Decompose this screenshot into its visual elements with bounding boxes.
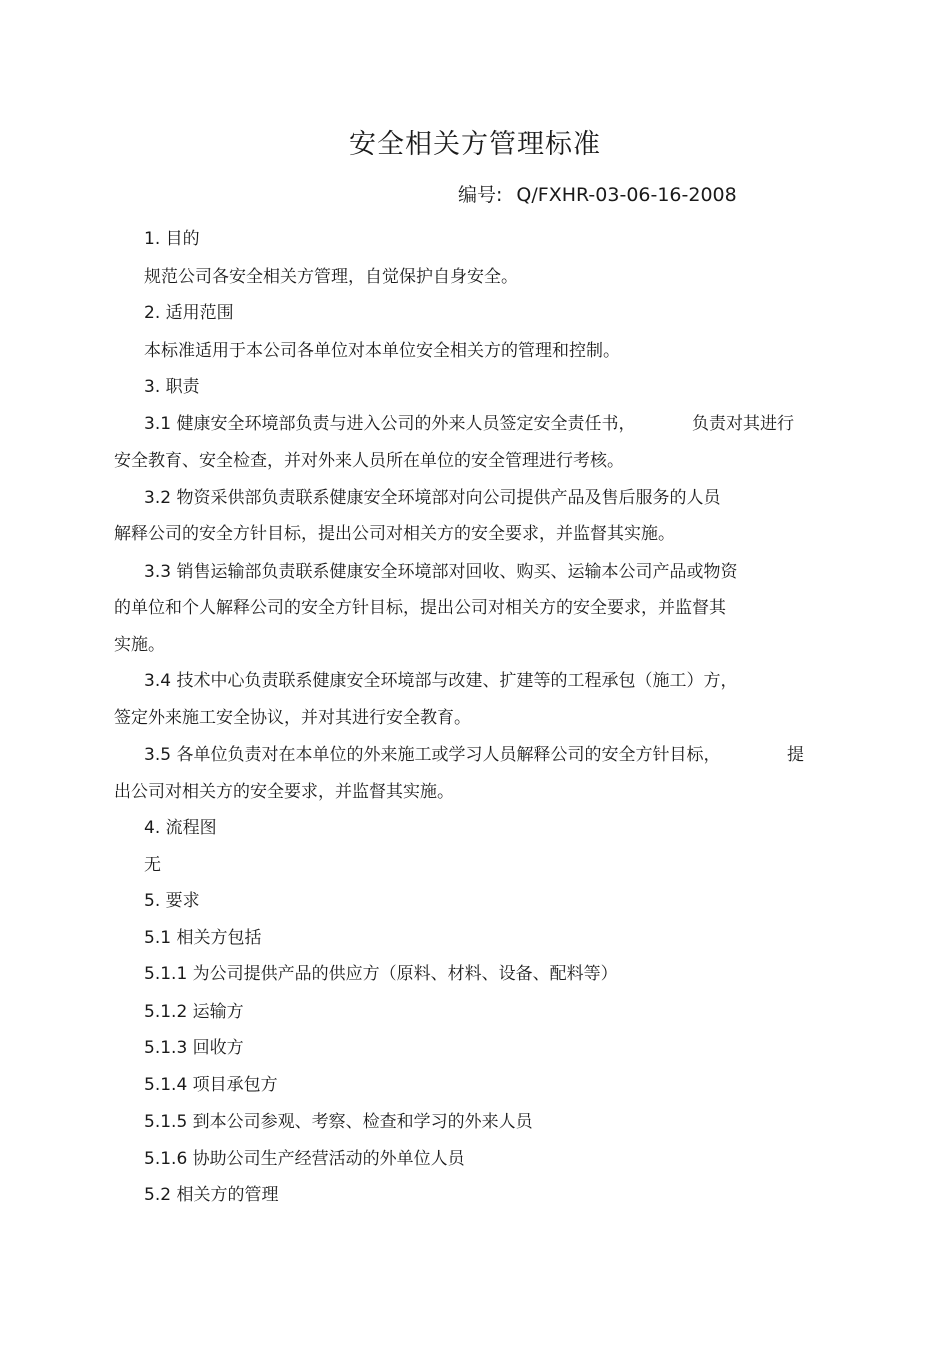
section-3-1-line-2: 安全教育、安全检查，并对外来人员所在单位的安全管理进行考核。 [114,451,624,471]
section-3-2-line-1: 3.2 物资采供部负责联系健康安全环境部对向公司提供产品及售后服务的人员 [144,488,721,508]
section-2-heading: 2. 适用范围 [144,303,234,323]
section-1-heading: 1. 目的 [144,229,200,249]
section-2-body: 本标准适用于本公司各单位对本单位安全相关方的管理和控制。 [144,341,620,361]
section-3-3-line-3: 实施。 [114,635,165,655]
section-5-1-5: 5.1.5 到本公司参观、考察、检查和学习的外来人员 [144,1112,533,1132]
section-3-3-line-1: 3.3 销售运输部负责联系健康安全环境部对回收、购买、运输本公司产品或物资 [144,562,738,582]
section-5-heading: 5. 要求 [144,891,200,911]
document-number-value: Q/FXHR-03-06-16-2008 [516,184,737,206]
section-3-1-line-1b: 负责对其进行 [692,414,794,434]
section-5-1-4: 5.1.4 项目承包方 [144,1075,278,1095]
section-4-body: 无 [144,855,161,875]
section-1-body: 规范公司各安全相关方管理，自觉保护自身安全。 [144,267,518,287]
section-5-1-2: 5.1.2 运输方 [144,1002,244,1022]
section-5-1: 5.1 相关方包括 [144,928,262,948]
section-3-heading: 3. 职责 [144,377,200,397]
section-3-5-line-1a: 3.5 各单位负责对在本单位的外来施工或学习人员解释公司的安全方针目标， [144,745,721,765]
section-3-5-line-1b: 提 [787,745,804,765]
section-5-2: 5.2 相关方的管理 [144,1185,279,1205]
section-3-3-line-2: 的单位和个人解释公司的安全方针目标，提出公司对相关方的安全要求，并监督其 [114,598,726,618]
section-3-5-line-2: 出公司对相关方的安全要求，并监督其实施。 [114,782,454,802]
section-5-1-1: 5.1.1 为公司提供产品的供应方（原料、材料、设备、配料等） [144,964,618,984]
section-3-4-line-1: 3.4 技术中心负责联系健康安全环境部与改建、扩建等的工程承包（施工）方， [144,671,738,691]
document-title: 安全相关方管理标准 [349,129,601,160]
section-3-2-line-2: 解释公司的安全方针目标，提出公司对相关方的安全要求，并监督其实施。 [114,524,675,544]
section-3-4-line-2: 签定外来施工安全协议，并对其进行安全教育。 [114,708,471,728]
section-3-1-line-1a: 3.1 健康安全环境部负责与进入公司的外来人员签定安全责任书， [144,414,636,434]
document-number [458,180,737,207]
section-5-1-3: 5.1.3 回收方 [144,1038,244,1058]
document-number-label: 编号: [458,184,503,206]
section-4-heading: 4. 流程图 [144,818,217,838]
section-5-1-6: 5.1.6 协助公司生产经营活动的外单位人员 [144,1149,465,1169]
